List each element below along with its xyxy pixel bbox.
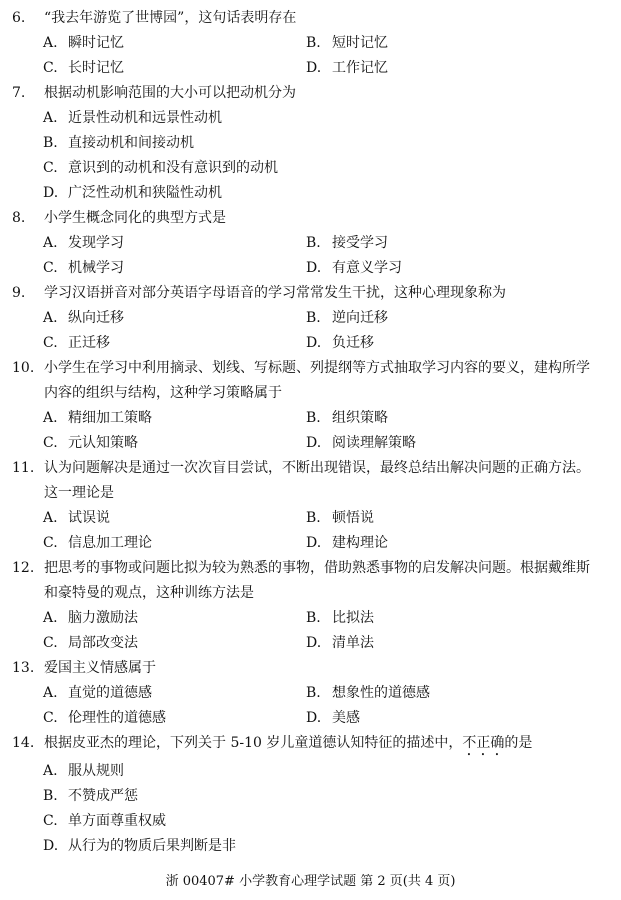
option-b: B. 接受学习 — [306, 235, 388, 251]
option-a: A. 近景性动机和远景性动机 — [43, 110, 222, 126]
question-stem: 学习汉语拼音对部分英语字母语音的学习常常发生干扰，这种心理现象称为 — [44, 285, 506, 301]
question-number: 12. — [12, 560, 35, 576]
question-stem: 小学生概念同化的典型方式是 — [44, 210, 226, 226]
question-8 — [0, 206, 621, 281]
question-stem-line-1: 小学生在学习中利用摘录、划线、写标题、列提纲等方式抽取学习内容的要义，建构所学 — [44, 360, 590, 376]
question-12 — [0, 556, 621, 656]
option-c: C. 信息加工理论 — [43, 535, 152, 551]
question-number: 9. — [12, 285, 26, 301]
page-footer: 浙 00407# 小学教育心理学试题 第 2 页(共 4 页) — [165, 874, 456, 889]
option-b: B. 比拟法 — [306, 610, 374, 626]
option-a: A. 直觉的道德感 — [43, 685, 152, 701]
question-stem: 根据动机影响范围的大小可以把动机分为 — [44, 85, 296, 101]
emphasis-not-correct: 不正确 — [462, 735, 505, 751]
question-9 — [0, 281, 621, 356]
option-c: C. 单方面尊重权威 — [43, 813, 166, 829]
option-b: B. 顿悟说 — [306, 510, 374, 526]
question-stem-line-1: 认为问题解决是通过一次次盲目尝试，不断出现错误，最终总结出解决问题的正确方法。 — [44, 460, 590, 476]
question-14 — [0, 731, 621, 859]
question-stem: 爱国主义情感属于 — [44, 660, 156, 676]
option-c: C. 局部改变法 — [43, 635, 138, 651]
question-number: 6. — [12, 10, 26, 26]
question-7 — [0, 81, 621, 206]
question-number: 11. — [12, 460, 35, 476]
option-a: A. 纵向迁移 — [43, 310, 124, 326]
option-a: A. 发现学习 — [43, 235, 124, 251]
question-13 — [0, 656, 621, 731]
option-a: A. 试误说 — [43, 510, 110, 526]
option-c: C. 长时记忆 — [43, 60, 124, 76]
option-d: D. 建构理论 — [306, 535, 388, 551]
option-a: A. 精细加工策略 — [43, 410, 152, 426]
option-a: A. 服从规则 — [43, 763, 124, 779]
question-number: 13. — [12, 660, 35, 676]
question-stem: 根据皮亚杰的理论，下列关于 5-10 岁儿童道德认知特征的描述中，不正确的是 — [44, 735, 533, 751]
option-c: C. 元认知策略 — [43, 435, 138, 451]
question-stem-line-2: 这一理论是 — [44, 485, 114, 501]
option-d: D. 美感 — [306, 710, 360, 726]
option-a: A. 瞬时记忆 — [43, 35, 124, 51]
option-d: D. 广泛性动机和狭隘性动机 — [43, 185, 222, 201]
question-number: 7. — [12, 85, 26, 101]
option-d: D. 清单法 — [306, 635, 374, 651]
option-d: D. 有意义学习 — [306, 260, 402, 276]
option-d: D. 工作记忆 — [306, 60, 388, 76]
option-c: C. 机械学习 — [43, 260, 124, 276]
option-b: B. 组织策略 — [306, 410, 388, 426]
option-b: B. 想象性的道德感 — [306, 685, 430, 701]
option-a: A. 脑力激励法 — [43, 610, 138, 626]
question-stem: “我去年游览了世博园”，这句话表明存在 — [44, 10, 297, 26]
option-c: C. 伦理性的道德感 — [43, 710, 166, 726]
question-10 — [0, 356, 621, 456]
option-b: B. 直接动机和间接动机 — [43, 135, 194, 151]
option-d: D. 从行为的物质后果判断是非 — [43, 838, 236, 854]
option-c: C. 意识到的动机和没有意识到的动机 — [43, 160, 278, 176]
option-b: B. 逆向迁移 — [306, 310, 388, 326]
question-stem-line-2: 和豪特曼的观点，这种训练方法是 — [44, 585, 254, 601]
option-b: B. 不赞成严惩 — [43, 788, 138, 804]
question-number: 14. — [12, 735, 35, 751]
question-stem-line-2: 内容的组织与结构，这种学习策略属于 — [44, 385, 282, 401]
question-stem-line-1: 把思考的事物或问题比拟为较为熟悉的事物，借助熟悉事物的启发解决问题。根据戴维斯 — [44, 560, 590, 576]
option-c: C. 正迁移 — [43, 335, 110, 351]
option-d: D. 阅读理解策略 — [306, 435, 416, 451]
option-b: B. 短时记忆 — [306, 35, 388, 51]
option-d: D. 负迁移 — [306, 335, 374, 351]
question-6 — [0, 6, 621, 81]
question-number: 8. — [12, 210, 26, 226]
question-number: 10. — [12, 360, 35, 376]
question-11 — [0, 456, 621, 556]
